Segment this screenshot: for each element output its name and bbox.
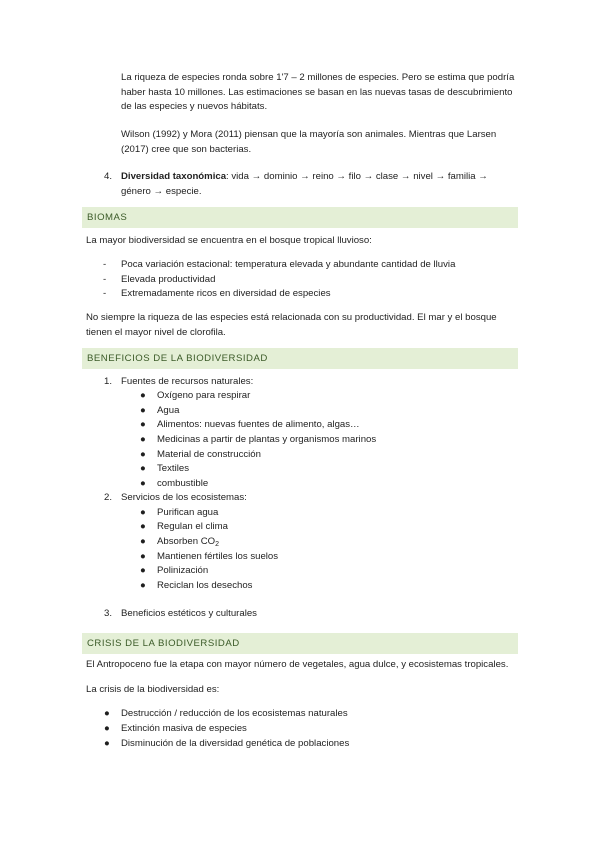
list-item: Disminución de la diversidad genética de poblaciones bbox=[121, 738, 350, 749]
dash-marker: - bbox=[103, 259, 107, 270]
bullet-marker: ● bbox=[104, 738, 110, 749]
bullet-marker: ● bbox=[104, 723, 110, 734]
bullet-marker: ● bbox=[140, 580, 146, 591]
biomas-closing: No siempre la riqueza de las especies está relacionada con su productividad. El mar y el bosque tienen el mayor nivel de clorofila. bbox=[86, 312, 497, 338]
list-item-label: Poca variación estacional: temperatura elevada y abundante cantidad de lluvia bbox=[121, 259, 456, 270]
bullet-marker: ● bbox=[140, 551, 146, 562]
biomas-intro: La mayor biodiversidad se encuentra en el bosque tropical lluvioso: bbox=[86, 235, 372, 246]
list-item bbox=[103, 287, 106, 302]
group-number: 1. bbox=[104, 376, 113, 387]
taxonomic-diversity-item bbox=[104, 170, 518, 199]
dash-marker: - bbox=[103, 288, 107, 299]
bullet-marker: ● bbox=[140, 449, 146, 460]
section-heading-biomas: BIOMAS bbox=[82, 207, 518, 228]
bullet-marker: ● bbox=[140, 536, 146, 547]
crisis-paragraph-2: La crisis de la biodiversidad es: bbox=[86, 684, 220, 695]
group-label: Fuentes de recursos naturales: bbox=[121, 376, 254, 387]
list-item-co2 bbox=[157, 535, 219, 550]
list-item: Extinción masiva de especies bbox=[121, 723, 247, 734]
crisis-paragraph-1: El Antropoceno fue la etapa con mayor número de vegetales, agua dulce, y ecosistemas tropicales. bbox=[86, 659, 509, 670]
list-item: Polinización bbox=[157, 565, 209, 576]
bullet-marker: ● bbox=[140, 419, 146, 430]
bullet-marker: ● bbox=[140, 434, 146, 445]
bullet-marker: ● bbox=[140, 390, 146, 401]
group-number: 2. bbox=[104, 492, 113, 503]
list-item: combustible bbox=[157, 478, 209, 489]
group-number: 3. bbox=[104, 608, 113, 619]
list-item: Alimentos: nuevas fuentes de alimento, algas… bbox=[157, 419, 360, 430]
taxonomic-diversity-text: : vida → dominio → reino → filo → clase → nivel → familia → género → especie. bbox=[121, 171, 488, 197]
list-item: Medicinas a partir de plantas y organismos marinos bbox=[157, 434, 377, 445]
species-richness-paragraph: La riqueza de especies ronda sobre 1'7 – 2 millones de especies. Pero se estima que podría haber hasta 10 millones. Las estimaciones se basan en las nuevas tasas de descubrimiento de las especies y nuevos hábitats. bbox=[121, 72, 515, 112]
list-item: Agua bbox=[157, 405, 180, 416]
section-heading-crisis: CRISIS DE LA BIODIVERSIDAD bbox=[82, 633, 518, 654]
list-item: Purifican agua bbox=[157, 507, 219, 518]
group-label: Beneficios estéticos y culturales bbox=[121, 608, 257, 619]
bullet-marker: ● bbox=[140, 507, 146, 518]
animals-bacteria-paragraph: Wilson (1992) y Mora (2011) piensan que la mayoría son animales. Mientras que Larsen (2017) cree que son bacterias. bbox=[121, 129, 497, 155]
bullet-marker: ● bbox=[140, 405, 146, 416]
list-item: Mantienen fértiles los suelos bbox=[157, 551, 279, 562]
list-item: Textiles bbox=[157, 463, 189, 474]
taxonomic-diversity-term: Diversidad taxonómica bbox=[121, 171, 227, 182]
list-item: Destrucción / reducción de los ecosistemas naturales bbox=[121, 708, 348, 719]
list-item bbox=[103, 258, 106, 273]
list-item: Oxígeno para respirar bbox=[157, 390, 251, 401]
list-item: Reciclan los desechos bbox=[157, 580, 253, 591]
bullet-marker: ● bbox=[140, 521, 146, 532]
co2-text: Absorben CO bbox=[157, 536, 216, 547]
list-item bbox=[103, 273, 106, 288]
list-item: Material de construcción bbox=[157, 449, 261, 460]
co2-subscript: 2 bbox=[215, 541, 220, 548]
dash-marker: - bbox=[103, 274, 107, 285]
bullet-marker: ● bbox=[104, 708, 110, 719]
group-label: Servicios de los ecosistemas: bbox=[121, 492, 247, 503]
list-item: Regulan el clima bbox=[157, 521, 228, 532]
bullet-marker: ● bbox=[140, 463, 146, 474]
bullet-marker: ● bbox=[140, 478, 146, 489]
item-number: 4. bbox=[104, 171, 113, 182]
list-item-label: Extremadamente ricos en diversidad de especies bbox=[121, 288, 331, 299]
section-heading-beneficios: BENEFICIOS DE LA BIODIVERSIDAD bbox=[82, 348, 518, 369]
list-item-label: Elevada productividad bbox=[121, 274, 216, 285]
bullet-marker: ● bbox=[140, 565, 146, 576]
